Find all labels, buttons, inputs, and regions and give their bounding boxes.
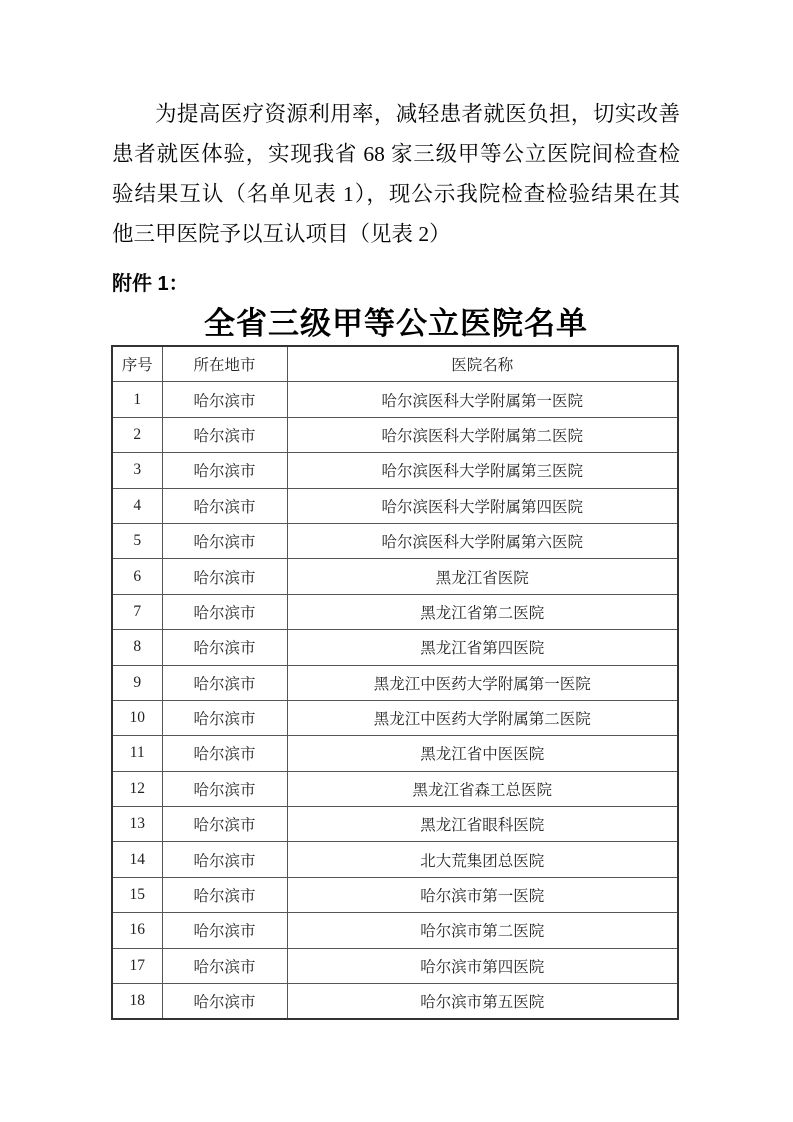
table-row [112,736,678,771]
col-header-index: 序号 [112,346,162,382]
col-header-city: 所在地市 [162,346,287,382]
cell-index: 17 [112,948,162,983]
cell-hospital: 哈尔滨医科大学附属第二医院 [287,417,678,452]
table-row [112,771,678,806]
cell-hospital: 黑龙江省第四医院 [287,630,678,665]
cell-index: 12 [112,771,162,806]
cell-hospital: 黑龙江省医院 [287,559,678,594]
cell-city: 哈尔滨市 [162,877,287,912]
table-row [112,984,678,1020]
cell-hospital: 黑龙江省森工总医院 [287,771,678,806]
cell-index: 10 [112,700,162,735]
cell-index: 5 [112,523,162,558]
cell-index: 2 [112,417,162,452]
cell-hospital: 哈尔滨医科大学附属第四医院 [287,488,678,523]
cell-index: 3 [112,453,162,488]
cell-index: 4 [112,488,162,523]
cell-hospital: 哈尔滨医科大学附属第一医院 [287,382,678,417]
cell-index: 7 [112,594,162,629]
cell-index: 18 [112,984,162,1020]
cell-city: 哈尔滨市 [162,948,287,983]
cell-index: 11 [112,736,162,771]
hospital-table-body [112,382,678,1020]
cell-hospital: 哈尔滨市第二医院 [287,913,678,948]
cell-hospital: 北大荒集团总医院 [287,842,678,877]
cell-city: 哈尔滨市 [162,771,287,806]
cell-city: 哈尔滨市 [162,594,287,629]
cell-hospital: 黑龙江省眼科医院 [287,807,678,842]
paragraph-line: 验结果互认（名单见表 1），现公示我院检查检验结果在其 [112,182,680,206]
intro-paragraph [112,94,680,254]
cell-city: 哈尔滨市 [162,417,287,452]
cell-index: 8 [112,630,162,665]
table-row [112,523,678,558]
cell-hospital: 哈尔滨医科大学附属第六医院 [287,523,678,558]
table-row [112,665,678,700]
paragraph-line: 为提高医疗资源利用率，减轻患者就医负担，切实改善 [155,102,680,126]
cell-index: 14 [112,842,162,877]
cell-city: 哈尔滨市 [162,665,287,700]
table-row [112,807,678,842]
cell-hospital: 黑龙江省第二医院 [287,594,678,629]
table-row [112,417,678,452]
cell-hospital: 哈尔滨市第五医院 [287,984,678,1020]
cell-city: 哈尔滨市 [162,630,287,665]
col-header-hospital: 医院名称 [287,346,678,382]
cell-city: 哈尔滨市 [162,984,287,1020]
paragraph-line: 患者就医体验，实现我省 68 家三级甲等公立医院间检查检 [112,142,680,166]
paragraph-line: 他三甲医院予以互认项目（见表 2） [112,222,451,246]
cell-city: 哈尔滨市 [162,382,287,417]
cell-index: 6 [112,559,162,594]
cell-hospital: 哈尔滨市第一医院 [287,877,678,912]
table-row [112,700,678,735]
cell-city: 哈尔滨市 [162,807,287,842]
hospital-table [111,345,679,1020]
cell-index: 15 [112,877,162,912]
cell-city: 哈尔滨市 [162,913,287,948]
cell-city: 哈尔滨市 [162,736,287,771]
cell-hospital: 黑龙江中医药大学附属第二医院 [287,700,678,735]
cell-city: 哈尔滨市 [162,488,287,523]
cell-index: 1 [112,382,162,417]
cell-index: 9 [112,665,162,700]
table-row [112,913,678,948]
table-row [112,559,678,594]
table-row [112,842,678,877]
table-row [112,877,678,912]
table-row [112,382,678,417]
table-title: 全省三级甲等公立医院名单 [204,306,588,341]
cell-city: 哈尔滨市 [162,523,287,558]
cell-city: 哈尔滨市 [162,700,287,735]
table-row [112,488,678,523]
table-header-row [112,346,678,382]
cell-index: 16 [112,913,162,948]
table-row [112,948,678,983]
cell-hospital: 哈尔滨市第四医院 [287,948,678,983]
table-row [112,630,678,665]
table-row [112,453,678,488]
cell-hospital: 黑龙江中医药大学附属第一医院 [287,665,678,700]
cell-hospital: 哈尔滨医科大学附属第三医院 [287,453,678,488]
table-row [112,594,678,629]
cell-hospital: 黑龙江省中医医院 [287,736,678,771]
cell-index: 13 [112,807,162,842]
cell-city: 哈尔滨市 [162,842,287,877]
cell-city: 哈尔滨市 [162,453,287,488]
cell-city: 哈尔滨市 [162,559,287,594]
attachment-label: 附件 1： [112,273,189,295]
